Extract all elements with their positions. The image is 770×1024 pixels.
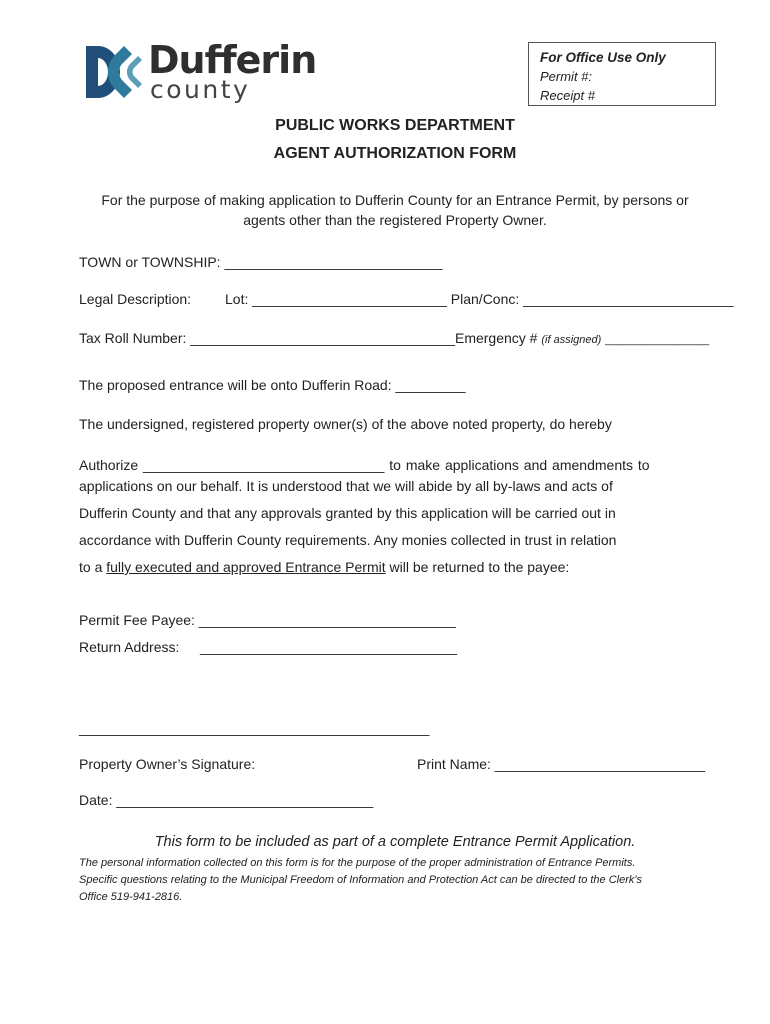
county-logo <box>84 40 324 106</box>
town-township-field[interactable]: TOWN or TOWNSHIP: ____________________________ <box>79 254 443 270</box>
body-line-5 <box>79 559 569 575</box>
return-address-label: Return Address: <box>79 639 180 655</box>
receipt-number-label: Receipt # <box>540 88 595 103</box>
body-line-2: applications on our behalf. It is understood that we will abide by all by-laws and acts of <box>79 478 613 494</box>
permit-fee-payee-field[interactable]: Permit Fee Payee: _________________________________ <box>79 612 456 628</box>
logo-mark-icon <box>84 42 144 102</box>
form-title: AGENT AUTHORIZATION FORM <box>273 145 517 162</box>
tax-roll-label: Tax Roll Number: __________________________________Emergency # <box>79 330 538 346</box>
body-line-3: Dufferin County and that any approvals granted by this application will be carried out in <box>79 505 616 521</box>
if-assigned-note: (if assigned) <box>541 334 602 346</box>
body-line-4: accordance with Dufferin County requirements. Any monies collected in trust in relation <box>79 532 617 548</box>
body-line-5-suffix: will be returned to the payee: <box>385 559 570 575</box>
privacy-line-1: The personal information collected on this form is for the purpose of the proper administration of Entrance Permits. <box>79 857 636 869</box>
tax-roll-emergency-field[interactable] <box>79 330 709 346</box>
office-use-title: For Office Use Only <box>540 50 666 65</box>
privacy-line-3: Office 519-941-2816. <box>79 891 183 903</box>
body-line-5-prefix: to a <box>79 559 107 575</box>
logo-sub-text: county <box>150 75 251 104</box>
department-heading: PUBLIC WORKS DEPARTMENT <box>275 117 515 134</box>
intro-line-2: agents other than the registered Property Owner. <box>243 212 547 228</box>
legal-description-label: Legal Description: <box>79 291 192 307</box>
date-field[interactable]: Date: _________________________________ <box>79 792 374 808</box>
return-address-field[interactable]: _________________________________ <box>200 639 457 655</box>
signature-line[interactable]: _____________________________________________ <box>79 720 430 736</box>
logo-brand-text: Dufferin <box>148 38 317 82</box>
owner-signature-label: Property Owner’s Signature: <box>79 756 256 772</box>
emergency-number-line: _________________ <box>605 334 710 346</box>
undersigned-statement: The undersigned, registered property owner(s) of the above noted property, do hereby <box>79 416 612 432</box>
authorize-agent-field[interactable]: Authorize _______________________________ to make applications and amendments to <box>79 457 650 473</box>
permit-emphasis: fully executed and approved Entrance Permit <box>106 559 386 575</box>
print-name-field[interactable]: Print Name: ___________________________ <box>417 756 706 772</box>
permit-number-label: Permit #: <box>540 69 593 84</box>
dufferin-road-field[interactable]: The proposed entrance will be onto Dufferin Road: _________ <box>79 377 466 393</box>
intro-line-1: For the purpose of making application to Dufferin County for an Entrance Permit, by persons or <box>101 192 689 208</box>
lot-plan-conc-field[interactable]: Lot: _________________________ Plan/Conc: ___________________________ <box>225 291 734 307</box>
privacy-line-2: Specific questions relating to the Municipal Freedom of Information and Protection Act can be directed to the Clerk's <box>79 874 642 886</box>
office-use-box <box>528 42 716 106</box>
inclusion-note: This form to be included as part of a complete Entrance Permit Application. <box>154 834 636 850</box>
